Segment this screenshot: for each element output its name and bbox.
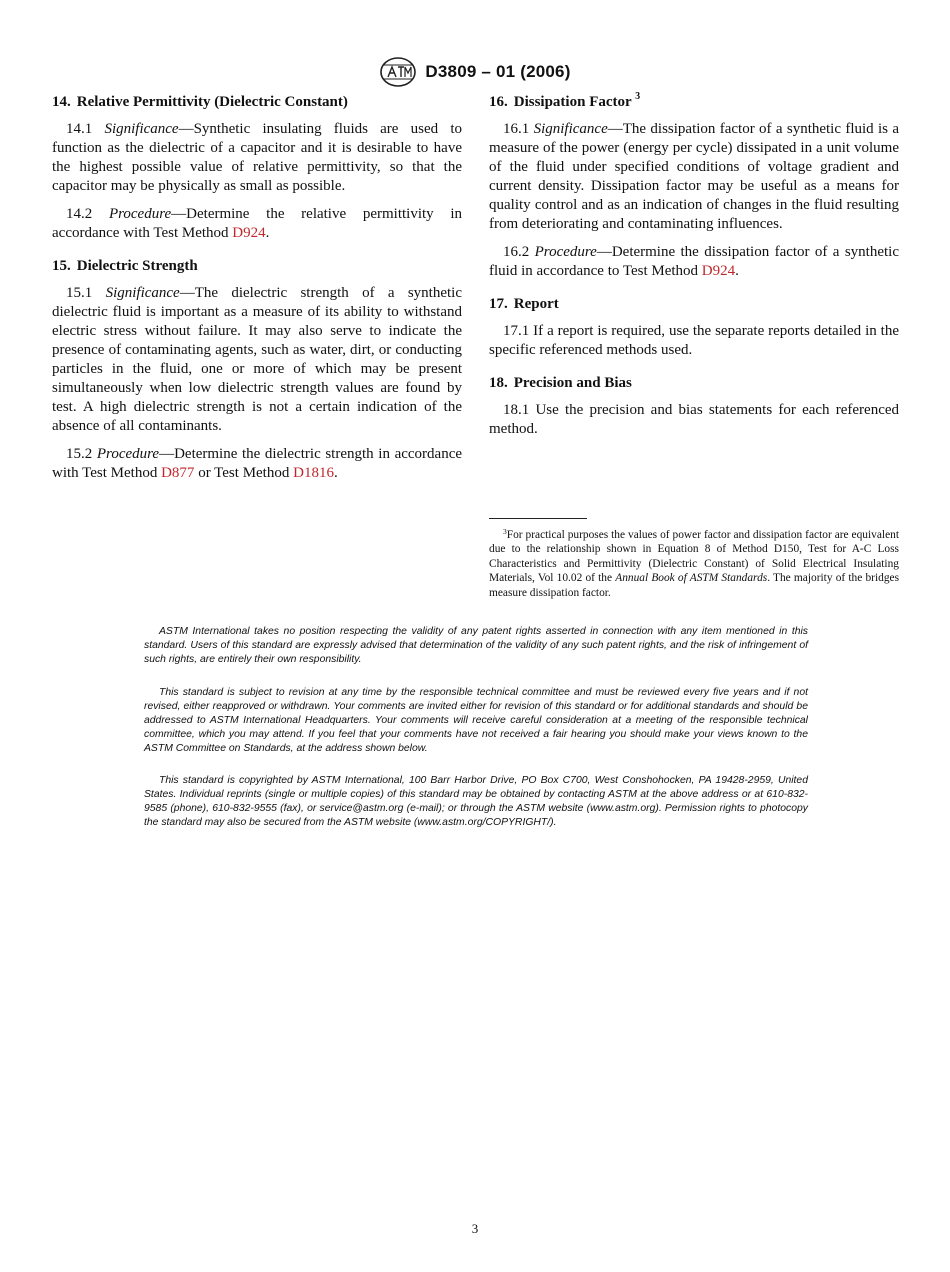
- section-16-heading: 16. Dissipation Factor $^3$: [489, 91, 641, 110]
- paragraph-14-2: 14.2 Procedure—Determine the relative permittivity in accordance with Test Method D924.: [52, 206, 463, 241]
- astm-logo-icon: [379, 56, 417, 88]
- right-column: [489, 93, 899, 453]
- footnote-marker[interactable]: 3: [635, 91, 641, 102]
- section-18: [489, 374, 899, 439]
- ref-link-d924[interactable]: D924: [701, 263, 736, 279]
- section-16: [489, 93, 899, 281]
- paragraph-16-2: 16.2 Procedure—Determine the dissipation factor of a synthetic fluid in accordance to Test Method D924.: [489, 244, 899, 279]
- ref-link-d877[interactable]: D877: [161, 465, 195, 481]
- ref-link-d924[interactable]: D924: [232, 225, 266, 241]
- copyright-notice: This standard is copyrighted by ASTM International, 100 Barr Harbor Drive, PO Box C700, West Conshohocken, PA 19428-2959, United States. Individual reprints (single or multiple copies) of this standard may be obtained by contacting ASTM at the above address or at 610-832-9585 (phone), 610-832-9555 (fax), or service@astm.org (e-mail); or through the ASTM website (www.astm.org). Permission rights to photocopy the standard may also be secured from the ASTM website (www.astm.org/COPYRIGHT/).: [144, 775, 808, 828]
- paragraph-17-1: 17.1 If a report is required, use the separate reports detailed in the specific referenced methods used.: [489, 323, 900, 358]
- section-15: [52, 257, 462, 483]
- section-14-heading: 14. Relative Permittivity (Dielectric Constant): [52, 94, 348, 110]
- footnote-3: $^3$For practical purposes the values of power factor and dissipation factor are equivalent due to the relationship shown in Equation 8 of Method D150, Test for A-C Loss Characteristics and Permittivity (Dielectric Constant) of Solid Electrical Insulating Materials, Vol 10.02 of the Annual Book of ASTM Standards. The majority of the bridges measure dissipation factor.: [489, 527, 900, 599]
- section-15-heading: 15. Dielectric Strength: [52, 258, 198, 274]
- document-id: D3809 – 01 (2006): [425, 62, 571, 81]
- left-column: [52, 93, 462, 497]
- page-header: [0, 56, 950, 88]
- paragraph-14-1: 14.1 Significance—Synthetic insulating fluids are used to function as the dielectric of a capacitor and it is desirable to have the highest possible value of relative permittivity, so that the capacitor may be physically as small as possible.: [52, 121, 462, 194]
- section-17-heading: 17. Report: [489, 296, 559, 312]
- section-18-heading: 18. Precision and Bias: [489, 375, 632, 391]
- section-14: [52, 93, 462, 243]
- footnote-divider: [489, 518, 587, 519]
- paragraph-16-1: 16.1 Significance—The dissipation factor of a synthetic fluid is a measure of the power (energy per cycle) dissipated in a unit volume of the fluid under specified conditions of voltage gradient and current density. Dissipation factor may be useful as a means for quality control and as an indication of changes in the fluid resulting from deteriorating and contaminating influences.: [489, 121, 899, 232]
- paragraph-15-2: 15.2 Procedure—Determine the dielectric strength in accordance with Test Method D877 or Test Method D1816.: [52, 446, 463, 481]
- paragraph-15-1: 15.1 Significance—The dielectric strength of a synthetic dielectric fluid is important as a measure of its ability to withstand electric stress without failure. It may also serve to indicate the presence of contaminating agents, such as water, dirt, or conducting particles in the fluid, one or more of which may be present simultaneously when low dielectric strength values are found by test. A high dielectric strength is not a certain indication of the absence of all contaminants.: [52, 285, 463, 434]
- page-number: 3: [471, 1221, 479, 1236]
- patent-notice: ASTM International takes no position respecting the validity of any patent rights asserted in connection with any item mentioned in this standard. Users of this standard are expressly advised that determination of the validity of any such patent rights, and the risk of infringement of such rights, are entirely their own responsibility.: [144, 626, 808, 665]
- revision-notice: This standard is subject to revision at any time by the responsible technical committee and must be reviewed every five years and if not revised, either reapproved or withdrawn. Your comments are invited either for revision of this standard or for additional standards and should be addressed to ASTM International Headquarters. Your comments will receive careful consideration at a meeting of the responsible technical committee, which you may attend. If you feel that your comments have not received a fair hearing you should make your views known to the ASTM Committee on Standards, at the address shown below.: [144, 687, 808, 754]
- paragraph-18-1: 18.1 Use the precision and bias statements for each referenced method.: [489, 402, 900, 437]
- ref-link-d1816[interactable]: D1816: [293, 465, 334, 481]
- section-17: [489, 295, 899, 360]
